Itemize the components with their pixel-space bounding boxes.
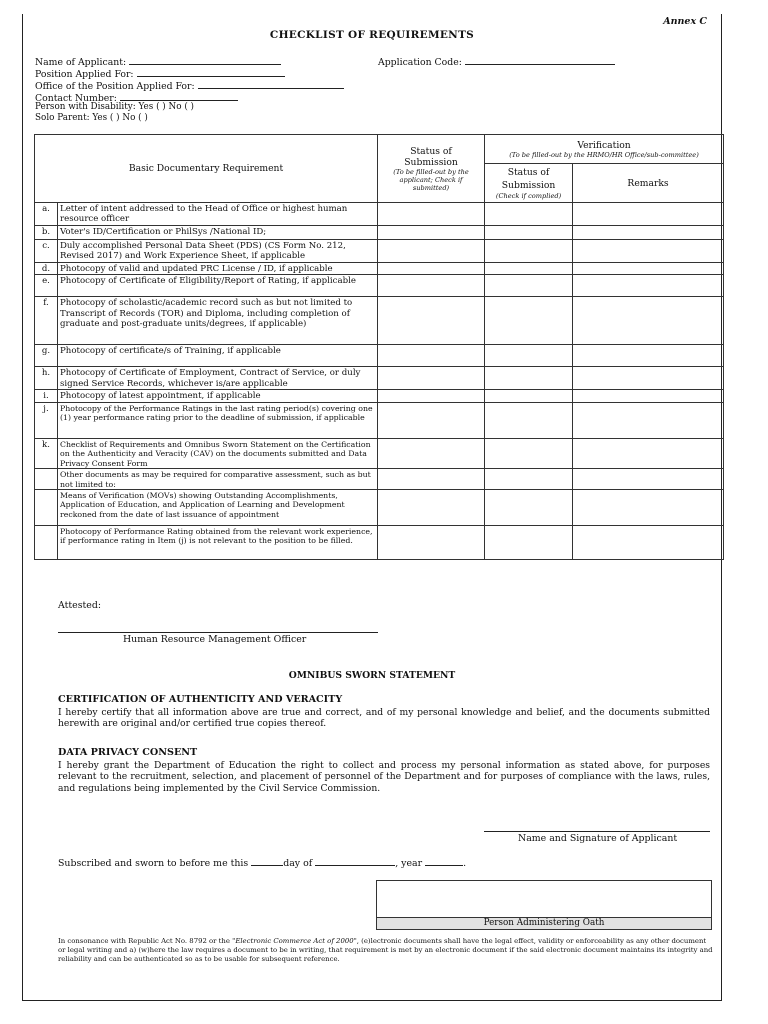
header-status — [378, 135, 485, 203]
ver-status-cell[interactable] — [485, 262, 573, 274]
row-letter: k. — [35, 439, 58, 469]
page-title: CHECKLIST OF REQUIREMENTS — [269, 29, 475, 41]
row-letter — [35, 469, 58, 490]
header-ver-status-note: (Check if complied) — [495, 192, 562, 200]
sworn-day-field[interactable] — [251, 856, 283, 866]
status-cell[interactable] — [378, 225, 485, 239]
pwd-row[interactable]: Person with Disability: Yes ( ) No ( ) — [35, 102, 194, 112]
ver-status-cell[interactable] — [485, 345, 573, 367]
sworn-month-field[interactable] — [315, 856, 395, 866]
row-letter: f. — [35, 297, 58, 345]
row-requirement: Other documents as may be required for comparative assessment, such as but not limited to: — [58, 469, 378, 490]
name-label: Name of Applicant: — [35, 57, 127, 68]
table-row — [35, 403, 724, 439]
remarks-cell[interactable] — [573, 203, 724, 226]
status-cell[interactable] — [378, 239, 485, 262]
form-page — [22, 14, 722, 1001]
row-requirement: Photocopy of Certificate of Eligibility/Report of Rating, if applicable — [58, 275, 378, 297]
row-requirement: Means of Verification (MOVs) showing Outstanding Accomplishments, Application of Education, and Application of Learning and Development reckoned from the date of last issuance of appointment — [58, 490, 378, 526]
office-field[interactable] — [198, 79, 344, 89]
row-letter — [35, 526, 58, 560]
attested-label: Attested: — [58, 600, 101, 611]
ver-status-cell[interactable] — [485, 239, 573, 262]
hrmo-signature-line[interactable] — [58, 632, 378, 633]
omnibus-title: OMNIBUS SWORN STATEMENT — [288, 670, 456, 681]
table-row — [35, 439, 724, 469]
remarks-cell[interactable] — [573, 275, 724, 297]
table-row — [35, 225, 724, 239]
cav-text: I hereby certify that all information above are true and correct, and of my personal knowledge and belief, and the documents submitted herewith are original and/or certified true copies thereof. — [58, 707, 710, 730]
table-row — [35, 469, 724, 490]
privacy-heading: DATA PRIVACY CONSENT — [58, 747, 198, 758]
name-field[interactable] — [129, 55, 281, 65]
ver-status-cell[interactable] — [485, 203, 573, 226]
row-requirement: Photocopy of Certificate of Employment, Contract of Service, or duly signed Service Records, whichever is/are applicable — [58, 367, 378, 390]
row-requirement: Voter's ID/Certification or PhilSys /National ID; — [58, 225, 378, 239]
ver-status-cell[interactable] — [485, 403, 573, 439]
footer-prefix: In consonance with Republic Act No. 8792 or the " — [58, 937, 236, 945]
header-ver-status — [485, 164, 573, 203]
row-requirement: Photocopy of certificate/s of Training, if applicable — [58, 345, 378, 367]
status-cell[interactable] — [378, 490, 485, 526]
table-row — [35, 275, 724, 297]
row-requirement: Checklist of Requirements and Omnibus Sworn Statement on the Certification on the Authenticity and Veracity (CAV) on the documents submitted and Data Privacy Consent Form — [58, 439, 378, 469]
application-code-label: Application Code: — [378, 57, 462, 68]
header-requirement: Basic Documentary Requirement — [35, 135, 378, 203]
header-ver-status-label: Status of Submission — [501, 167, 556, 191]
ver-status-cell[interactable] — [485, 275, 573, 297]
table-row — [35, 239, 724, 262]
row-letter — [35, 490, 58, 526]
row-requirement: Photocopy of latest appointment, if applicable — [58, 390, 378, 403]
status-cell[interactable] — [378, 345, 485, 367]
cav-heading: CERTIFICATION OF AUTHENTICITY AND VERACITY — [58, 694, 343, 705]
ver-status-cell[interactable] — [485, 439, 573, 469]
contact-field[interactable] — [120, 91, 238, 101]
header-status-label: Status of Submission — [404, 145, 458, 168]
status-cell[interactable] — [378, 439, 485, 469]
row-letter: h. — [35, 367, 58, 390]
row-requirement: Duly accomplished Personal Data Sheet (PDS) (CS Form No. 212, Revised 2017) and Work Experience Sheet, if applicable — [58, 239, 378, 262]
status-cell[interactable] — [378, 297, 485, 345]
row-letter: d. — [35, 262, 58, 274]
remarks-cell[interactable] — [573, 225, 724, 239]
ver-status-cell[interactable] — [485, 469, 573, 490]
office-label: Office of the Position Applied For: — [35, 81, 195, 92]
status-cell[interactable] — [378, 275, 485, 297]
table-row — [35, 297, 724, 345]
sworn-year-field[interactable] — [425, 856, 463, 866]
header-verification-label: Verification — [577, 139, 631, 151]
row-requirement: Photocopy of the Performance Ratings in the last rating period(s) covering one (1) year performance rating prior to the deadline of submission, if applicable — [58, 403, 378, 439]
row-letter: e. — [35, 275, 58, 297]
remarks-cell[interactable] — [573, 239, 724, 262]
oath-label: Person Administering Oath — [377, 917, 711, 929]
row-requirement: Photocopy of valid and updated PRC License / ID, if applicable — [58, 262, 378, 274]
application-code-field[interactable] — [465, 55, 615, 65]
table-row — [35, 345, 724, 367]
row-letter: i. — [35, 390, 58, 403]
remarks-cell[interactable] — [573, 490, 724, 526]
status-cell[interactable] — [378, 203, 485, 226]
row-requirement: Photocopy of Performance Rating obtained from the relevant work experience, if performance rating in Item (j) is not relevant to the position to be filled. — [58, 526, 378, 560]
applicant-signature-label: Name and Signature of Applicant — [518, 833, 678, 844]
remarks-cell[interactable] — [573, 297, 724, 345]
remarks-cell[interactable] — [573, 439, 724, 469]
header-status-note: (To be filled-out by the applicant; Check if submitted) — [393, 167, 469, 192]
remarks-cell[interactable] — [573, 262, 724, 274]
table-row — [35, 490, 724, 526]
hrmo-label: Human Resource Management Officer — [123, 634, 307, 645]
footer-act-name: Electronic Commerce Act of 2000 — [235, 937, 354, 945]
table-row — [35, 526, 724, 560]
oath-signature-box[interactable] — [376, 880, 712, 930]
privacy-text: I hereby grant the Department of Education the right to collect and process my personal information as stated above, for purposes relevant to the recruitment, selection, and placement of personnel of the Department and for purposes of compliance with the laws, rules, and regulations being implemented by the Civil Service Commission. — [58, 760, 710, 794]
remarks-cell[interactable] — [573, 367, 724, 390]
table-row — [35, 390, 724, 403]
status-cell[interactable] — [378, 390, 485, 403]
ver-status-cell[interactable] — [485, 526, 573, 560]
row-letter: b. — [35, 225, 58, 239]
sworn-prefix: Subscribed and sworn to before me this — [58, 858, 249, 869]
status-cell[interactable] — [378, 262, 485, 274]
requirements-table — [34, 134, 724, 560]
application-code-row — [378, 55, 615, 69]
row-letter: g. — [35, 345, 58, 367]
row-letter: j. — [35, 403, 58, 439]
position-field[interactable] — [137, 67, 285, 77]
remarks-cell[interactable] — [573, 345, 724, 367]
status-cell[interactable] — [378, 403, 485, 439]
position-label: Position Applied For: — [35, 69, 134, 80]
solo-parent-row[interactable]: Solo Parent: Yes ( ) No ( ) — [35, 113, 148, 123]
footer-note — [58, 937, 713, 965]
row-letter: c. — [35, 239, 58, 262]
row-letter: a. — [35, 203, 58, 226]
status-cell[interactable] — [378, 469, 485, 490]
row-requirement: Letter of intent addressed to the Head of Office or highest human resource officer — [58, 203, 378, 226]
status-cell[interactable] — [378, 526, 485, 560]
header-remarks: Remarks — [573, 164, 724, 203]
footer-suffix: ", (e)lectronic documents shall have the legal effect, validity or enforceability as any other document or legal writing and a) (w)here the law requires a document to be in writing, that requirement is met by an electronic document if the said electronic document maintains its integrity and reliability and can be authenticated so as to be usable for subsequent reference. — [58, 937, 713, 964]
header-verification — [485, 135, 724, 164]
annex-label: Annex C — [663, 16, 707, 27]
table-row — [35, 203, 724, 226]
ver-status-cell[interactable] — [485, 297, 573, 345]
day-of-label: day of — [283, 858, 313, 869]
contact-label: Contact Number: — [35, 93, 117, 104]
remarks-cell[interactable] — [573, 403, 724, 439]
table-row — [35, 262, 724, 274]
remarks-cell[interactable] — [573, 390, 724, 403]
ver-status-cell[interactable] — [485, 367, 573, 390]
remarks-cell[interactable] — [573, 526, 724, 560]
table-row — [35, 367, 724, 390]
status-cell[interactable] — [378, 367, 485, 390]
year-label: , year — [395, 858, 423, 869]
sworn-row: Subscribed and sworn to before me this day of , year . — [58, 858, 467, 869]
ver-status-cell[interactable] — [485, 390, 573, 403]
applicant-signature-line[interactable] — [484, 831, 710, 832]
remarks-cell[interactable] — [573, 469, 724, 490]
requirements-body — [35, 203, 724, 560]
header-verification-note: (To be filled-out by the HRMO/HR Office/sub-committee) — [509, 150, 699, 159]
ver-status-cell[interactable] — [485, 490, 573, 526]
row-requirement: Photocopy of scholastic/academic record such as but not limited to Transcript of Records (TOR) and Diploma, including completion of graduate and post-graduate units/degrees, if applicable) — [58, 297, 378, 345]
ver-status-cell[interactable] — [485, 225, 573, 239]
